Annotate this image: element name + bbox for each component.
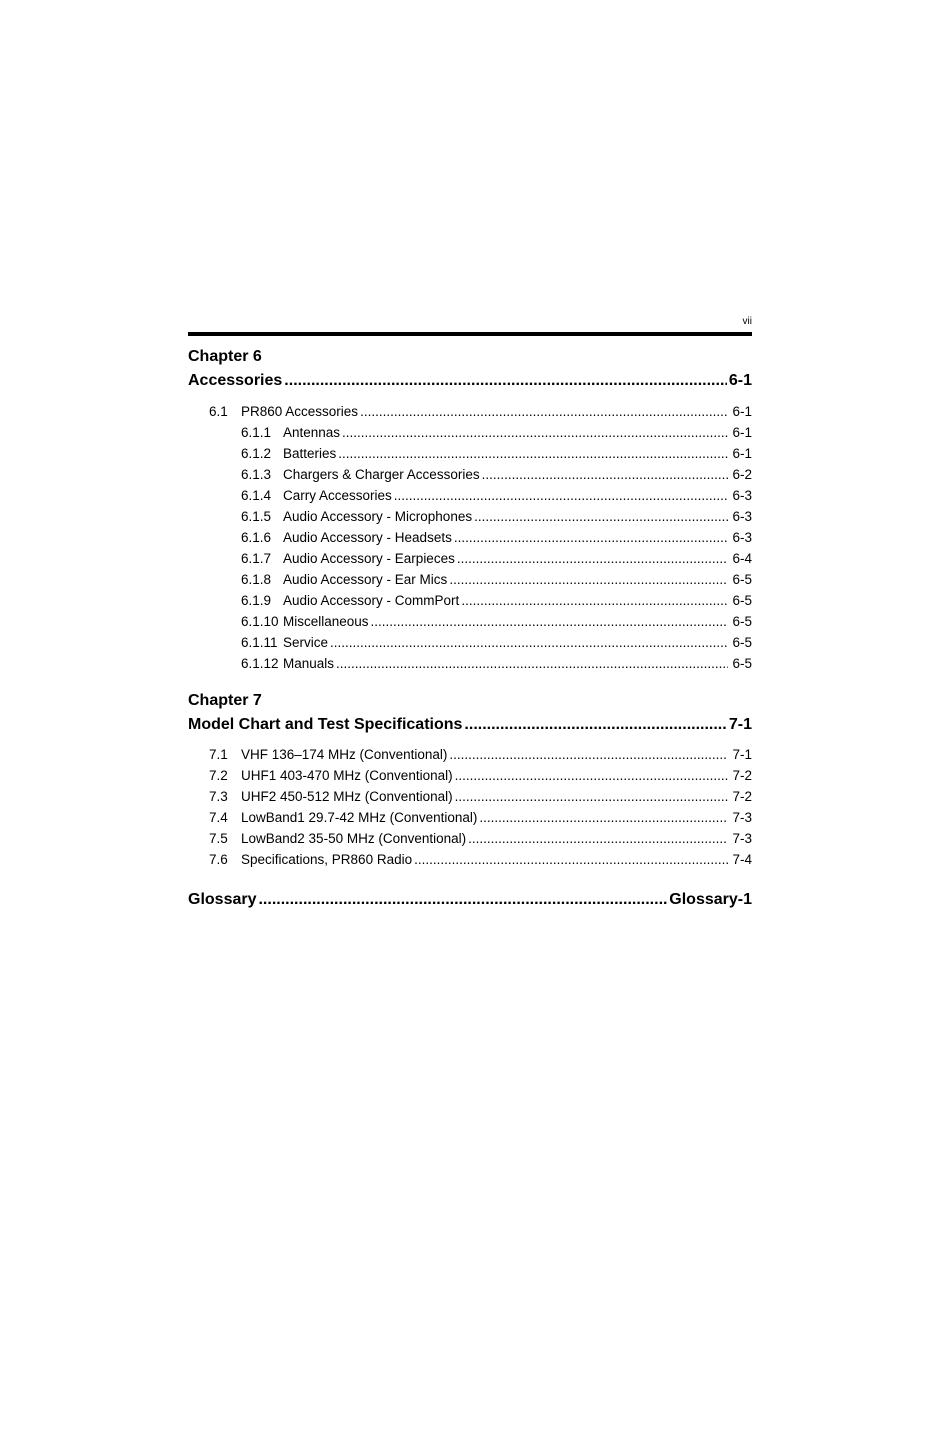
section-number: 6.1.6	[241, 530, 272, 545]
section-title: Audio Accessory - CommPort	[283, 593, 460, 608]
toc-entry[interactable]	[241, 571, 752, 588]
leader-dots	[258, 890, 667, 910]
toc-entry[interactable]	[209, 830, 752, 847]
chapter-7-label: Chapter 7	[188, 692, 262, 709]
toc-entry[interactable]	[241, 613, 752, 630]
header-rule	[188, 332, 752, 336]
section-page: 6-1	[732, 425, 752, 440]
section-number: 6.1.4	[241, 488, 272, 503]
toc-entry[interactable]	[241, 424, 752, 441]
toc-entry[interactable]	[209, 788, 752, 805]
section-number: 6.1.7	[241, 551, 272, 566]
toc-entry[interactable]	[241, 592, 752, 609]
toc-entry[interactable]	[241, 529, 752, 546]
leader-dots	[414, 851, 728, 868]
leader-dots	[457, 550, 728, 567]
section-page: 7-3	[732, 831, 752, 846]
toc-entry[interactable]	[209, 809, 752, 826]
toc-entry[interactable]	[241, 634, 752, 651]
section-title: LowBand2 35-50 MHz (Conventional)	[241, 831, 467, 846]
toc-entry[interactable]	[241, 445, 752, 462]
leader-dots	[479, 809, 728, 826]
section-page: 6-2	[732, 467, 752, 482]
leader-dots	[284, 371, 727, 391]
leader-dots	[338, 445, 728, 462]
section-title: Specifications, PR860 Radio	[241, 852, 413, 867]
section-title: Audio Accessory - Earpieces	[283, 551, 455, 566]
section-number: 7.4	[209, 810, 228, 825]
toc-entry[interactable]	[209, 746, 752, 763]
toc-entry[interactable]	[241, 508, 752, 525]
section-page: 6-3	[732, 530, 752, 545]
section-number: 7.5	[209, 831, 228, 846]
leader-dots	[336, 655, 728, 672]
section-page: 7-3	[732, 810, 752, 825]
page-number: vii	[742, 316, 752, 327]
chapter-6-title-entry[interactable]	[188, 371, 752, 391]
section-title: Antennas	[283, 425, 341, 440]
section-page: 7-2	[732, 789, 752, 804]
leader-dots	[455, 788, 728, 805]
chapter-7-title-entry[interactable]	[188, 715, 752, 735]
toc-entry[interactable]	[209, 403, 752, 420]
leader-dots	[360, 403, 728, 420]
section-page: 6-5	[732, 635, 752, 650]
section-number: 6.1.10	[241, 614, 279, 629]
leader-dots	[474, 508, 728, 525]
section-number: 6.1	[209, 404, 228, 419]
section-title: Manuals	[283, 656, 335, 671]
leader-dots	[342, 424, 728, 441]
leader-dots	[371, 613, 728, 630]
section-number: 6.1.2	[241, 446, 272, 461]
section-page: 6-1	[732, 404, 752, 419]
chapter-6-page: 6-1	[728, 372, 752, 389]
section-title: Audio Accessory - Ear Mics	[283, 572, 448, 587]
toc-entry[interactable]	[241, 487, 752, 504]
section-number: 7.1	[209, 747, 228, 762]
chapter-7-title: Model Chart and Test Specifications	[188, 716, 463, 733]
leader-dots	[464, 715, 726, 735]
section-number: 6.1.11	[241, 635, 278, 650]
section-title: Chargers & Charger Accessories	[283, 467, 480, 482]
section-number: 7.3	[209, 789, 228, 804]
section-number: 7.2	[209, 768, 228, 783]
glossary-title: Glossary	[188, 891, 257, 908]
chapter-7-page: 7-1	[728, 716, 752, 733]
section-page: 7-1	[732, 747, 752, 762]
section-title: Miscellaneous	[283, 614, 369, 629]
leader-dots	[468, 830, 728, 847]
section-title: Audio Accessory - Headsets	[283, 530, 452, 545]
section-page: 6-1	[732, 446, 752, 461]
section-number: 6.1.8	[241, 572, 272, 587]
section-title: PR860 Accessories	[241, 404, 359, 419]
section-page: 6-5	[732, 572, 752, 587]
section-number: 6.1.1	[241, 425, 272, 440]
section-page: 7-4	[732, 852, 752, 867]
section-page: 6-3	[732, 509, 752, 524]
section-title: Service	[283, 635, 329, 650]
glossary-entry[interactable]	[188, 890, 752, 910]
chapter-6-title: Accessories	[188, 372, 283, 389]
section-title: LowBand1 29.7-42 MHz (Conventional)	[241, 810, 478, 825]
toc-entry[interactable]	[209, 767, 752, 784]
section-title: UHF2 450-512 MHz (Conventional)	[241, 789, 453, 804]
chapter-6-label: Chapter 6	[188, 348, 262, 365]
section-number: 6.1.12	[241, 656, 279, 671]
section-page: 6-4	[732, 551, 752, 566]
section-title: Carry Accessories	[283, 488, 392, 503]
leader-dots	[394, 487, 728, 504]
toc-entry[interactable]	[209, 851, 752, 868]
section-title: Batteries	[283, 446, 337, 461]
section-number: 6.1.5	[241, 509, 272, 524]
section-page: 6-5	[732, 656, 752, 671]
leader-dots	[482, 466, 728, 483]
leader-dots	[454, 529, 728, 546]
section-number: 6.1.9	[241, 593, 272, 608]
section-number: 7.6	[209, 852, 228, 867]
section-page: 6-3	[732, 488, 752, 503]
section-page: 7-2	[732, 768, 752, 783]
section-number: 6.1.3	[241, 467, 272, 482]
leader-dots	[455, 767, 728, 784]
glossary-page: Glossary-1	[669, 891, 752, 908]
section-title: UHF1 403-470 MHz (Conventional)	[241, 768, 453, 783]
leader-dots	[461, 592, 728, 609]
leader-dots	[449, 571, 728, 588]
leader-dots	[449, 746, 728, 763]
leader-dots	[330, 634, 728, 651]
section-page: 6-5	[732, 614, 752, 629]
toc-entry[interactable]	[241, 550, 752, 567]
toc-entry[interactable]	[241, 466, 752, 483]
section-title: VHF 136–174 MHz (Conventional)	[241, 747, 448, 762]
section-title: Audio Accessory - Microphones	[283, 509, 473, 524]
section-page: 6-5	[732, 593, 752, 608]
toc-entry[interactable]	[241, 655, 752, 672]
